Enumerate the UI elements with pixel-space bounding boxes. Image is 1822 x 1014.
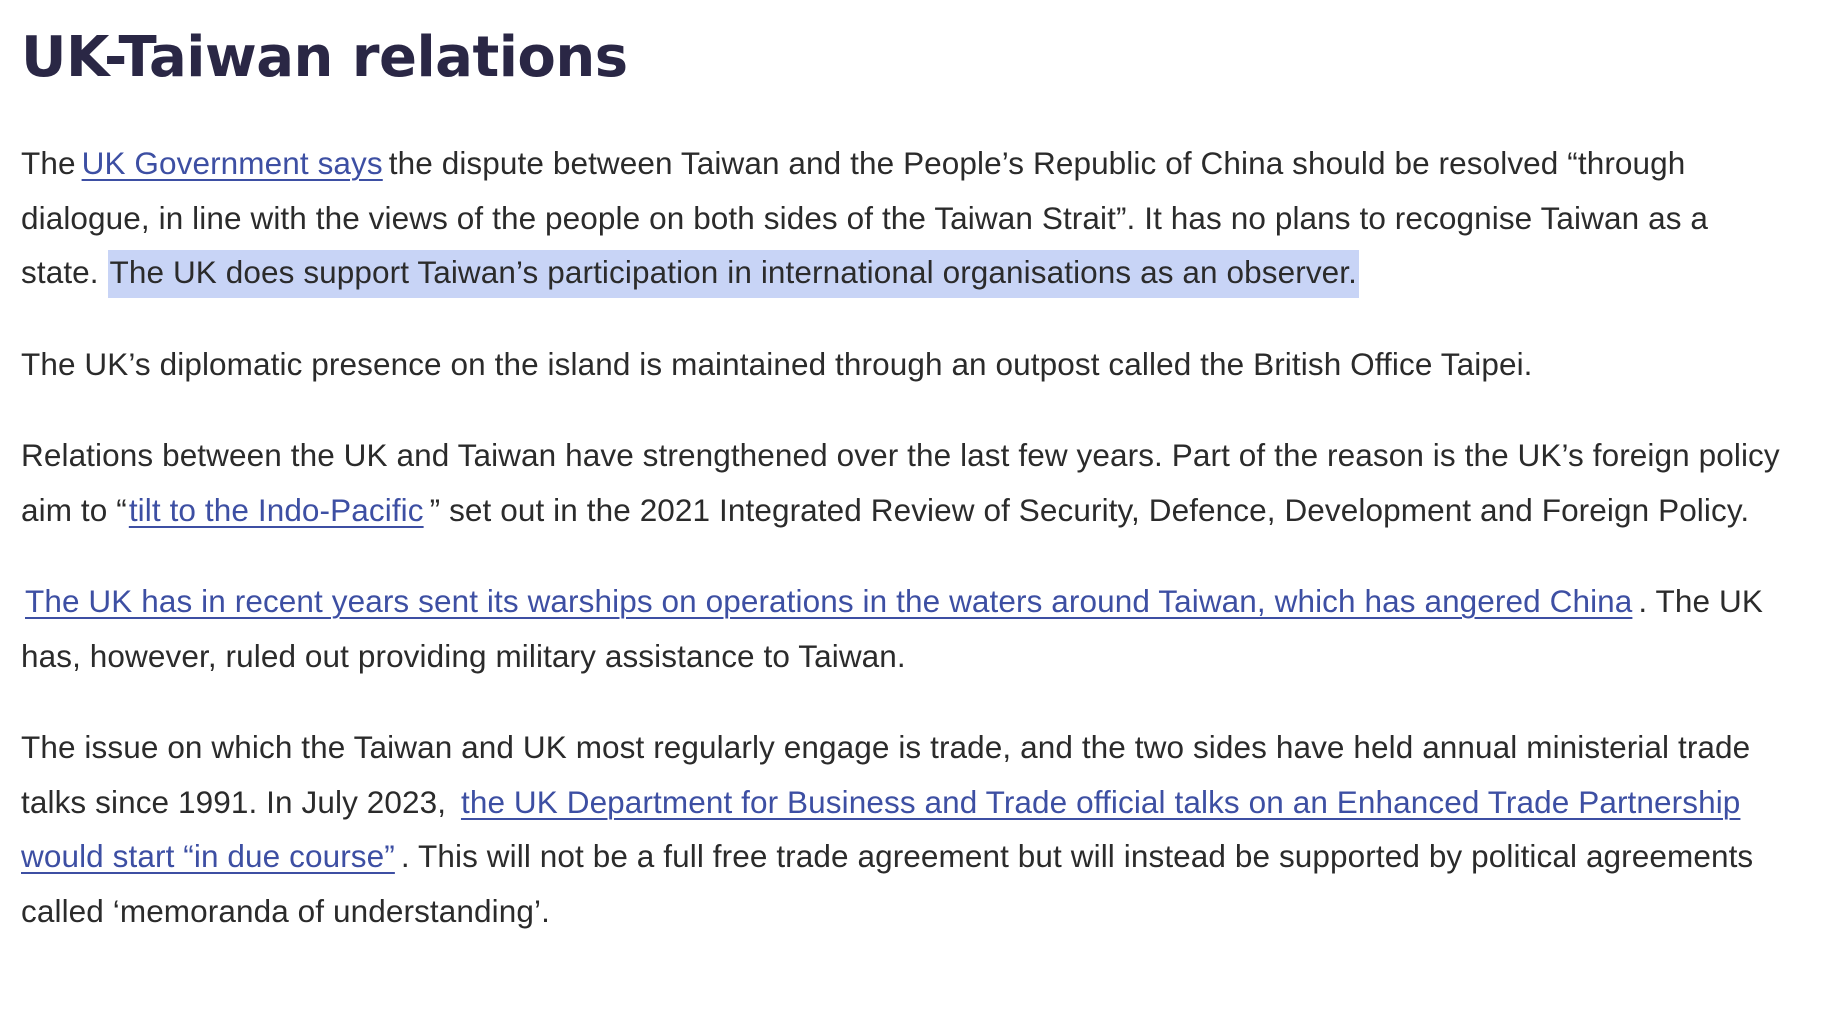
paragraph-trade bbox=[21, 720, 1781, 938]
paragraph-text: The issue on which the Taiwan and UK most regularly engage is trade, and the two sides have held annual ministerial trade talks since 1991. In July 2023, bbox=[21, 729, 1751, 820]
paragraph-diplomatic-presence: The UK’s diplomatic presence on the island is maintained through an outpost called the British Office Taipei. bbox=[21, 345, 1533, 382]
paragraph-text: the dispute between Taiwan and the People’s Republic of China should be resolved “through dialogue, in line with the views of the people on both sides of the Taiwan Strait”. It has no plans to recognise Taiwan as a state. bbox=[21, 145, 1709, 290]
paragraph-text: ” set out in the 2021 Integrated Review of Security, Defence, Development and Foreign Policy. bbox=[429, 491, 1750, 528]
paragraph-text: Relations between the UK and Taiwan have strengthened over the last few years. Part of the reason is the UK’s foreign policy aim to “ bbox=[21, 437, 1780, 528]
paragraph-relations bbox=[21, 428, 1781, 537]
paragraph-warships bbox=[21, 574, 1781, 683]
paragraph-text: . This will not be a full free trade agreement but will instead be supported by political agreements called ‘memoranda of understanding’. bbox=[21, 838, 1754, 929]
paragraph-text: . The UK has, however, ruled out providing military assistance to Taiwan. bbox=[21, 583, 1763, 674]
tilt-to-indo-pacific-link[interactable]: tilt to the Indo-Pacific bbox=[128, 491, 424, 528]
uk-government-says-link[interactable]: UK Government says bbox=[81, 145, 383, 181]
selected-text-highlight: The UK does support Taiwan’s participation in international organisations as an observer. bbox=[108, 250, 1359, 298]
paragraph-text: The bbox=[21, 145, 76, 181]
page-title: UK-Taiwan relations bbox=[21, 25, 628, 90]
warships-link[interactable]: The UK has in recent years sent its warships on operations in the waters around Taiwan, which has angered China bbox=[25, 583, 1633, 619]
paragraph-uk-position bbox=[21, 136, 1781, 300]
enhanced-trade-partnership-link[interactable]: the UK Department for Business and Trade official talks on an Enhanced Trade Partnership would start “in due course” bbox=[21, 783, 1741, 874]
